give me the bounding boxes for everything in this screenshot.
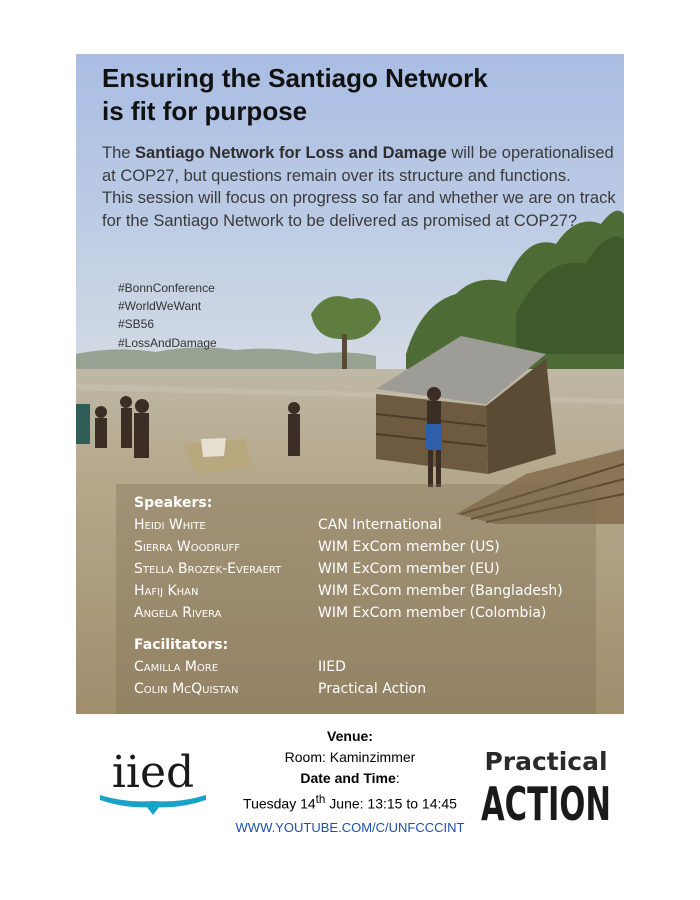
- iied-logo: [96, 745, 210, 825]
- facilitator-name: Colin McQuistan: [134, 681, 239, 697]
- poster-title: [102, 62, 602, 128]
- datetime-heading: Date and Time: [300, 770, 396, 786]
- practical-action-logo-line2: ACTION: [481, 777, 611, 831]
- intro-text-segment: The: [102, 144, 136, 162]
- time-text: June: 13:15 to 14:45: [325, 795, 457, 812]
- facilitator-org: IIED: [318, 659, 346, 675]
- intro-text-segment: will be operationalised at COP27, but questions remain over its structure and functions.: [102, 144, 614, 185]
- facilitator-row: [134, 656, 346, 678]
- facilitator-name: Camilla More: [134, 659, 219, 675]
- datetime-colon: :: [395, 770, 400, 786]
- hashtag: #BonnConference: [118, 281, 215, 295]
- practical-action-logo-line1: Practical: [484, 747, 608, 776]
- speaker-row: [134, 536, 500, 558]
- facilitators-heading: Facilitators:: [134, 637, 229, 653]
- datetime-heading-line: [200, 768, 500, 789]
- hashtag-list: [118, 279, 217, 352]
- book-icon-tip: [146, 806, 160, 815]
- hashtag: #WorldWeWant: [118, 299, 202, 314]
- hashtag: #SB56: [118, 317, 155, 332]
- session-datetime: [200, 789, 500, 815]
- people-list: [134, 492, 563, 700]
- spacer: [134, 624, 228, 634]
- intro-paragraph: This session will focus on progress so far and whether we are on track for the Santiago Network to be delivered as promised at COP27?: [102, 189, 616, 230]
- poster: [76, 54, 624, 714]
- speaker-row: [134, 602, 547, 624]
- speaker-row: [134, 514, 442, 536]
- facilitator-org: Practical Action: [318, 681, 427, 697]
- hashtag: #LossAndDamage: [118, 335, 217, 350]
- speaker-name: Stella Brozek-Everaert: [134, 561, 282, 577]
- title-line: Ensuring the Santiago Network: [102, 63, 488, 93]
- speaker-org: WIM ExCom member (Colombia): [318, 605, 547, 621]
- intro-paragraph: [102, 142, 617, 187]
- speaker-name: Sierra Woodruff: [134, 539, 240, 555]
- date-ordinal: th: [315, 793, 326, 806]
- iied-logo-text: iied: [111, 747, 195, 798]
- speaker-row: [134, 558, 500, 580]
- network-name: Santiago Network for Loss and Damage: [135, 144, 447, 162]
- venue-room: Room: Kaminzimmer: [284, 749, 416, 765]
- speaker-name: Angela Rivera: [134, 605, 222, 621]
- title-line: is fit for purpose: [102, 96, 308, 126]
- speaker-org: WIM ExCom member (EU): [318, 561, 500, 577]
- speaker-row: [134, 580, 563, 602]
- intro-text: [102, 142, 617, 232]
- speaker-name: Heidi White: [134, 517, 206, 533]
- speaker-name: Hafij Khan: [134, 583, 199, 599]
- venue-heading: Venue:: [327, 728, 373, 744]
- practical-action-logo: [478, 742, 614, 832]
- facilitator-row: [134, 678, 427, 700]
- speaker-org: WIM ExCom member (US): [318, 539, 500, 555]
- date-text: Tuesday 14: [243, 795, 316, 812]
- speaker-org: WIM ExCom member (Bangladesh): [318, 583, 563, 599]
- youtube-link[interactable]: WWW.YOUTUBE.COM/C/UNFCCCINT: [235, 819, 465, 835]
- speaker-org: CAN International: [318, 517, 442, 533]
- event-details: [200, 726, 500, 838]
- speakers-heading: Speakers:: [134, 495, 213, 511]
